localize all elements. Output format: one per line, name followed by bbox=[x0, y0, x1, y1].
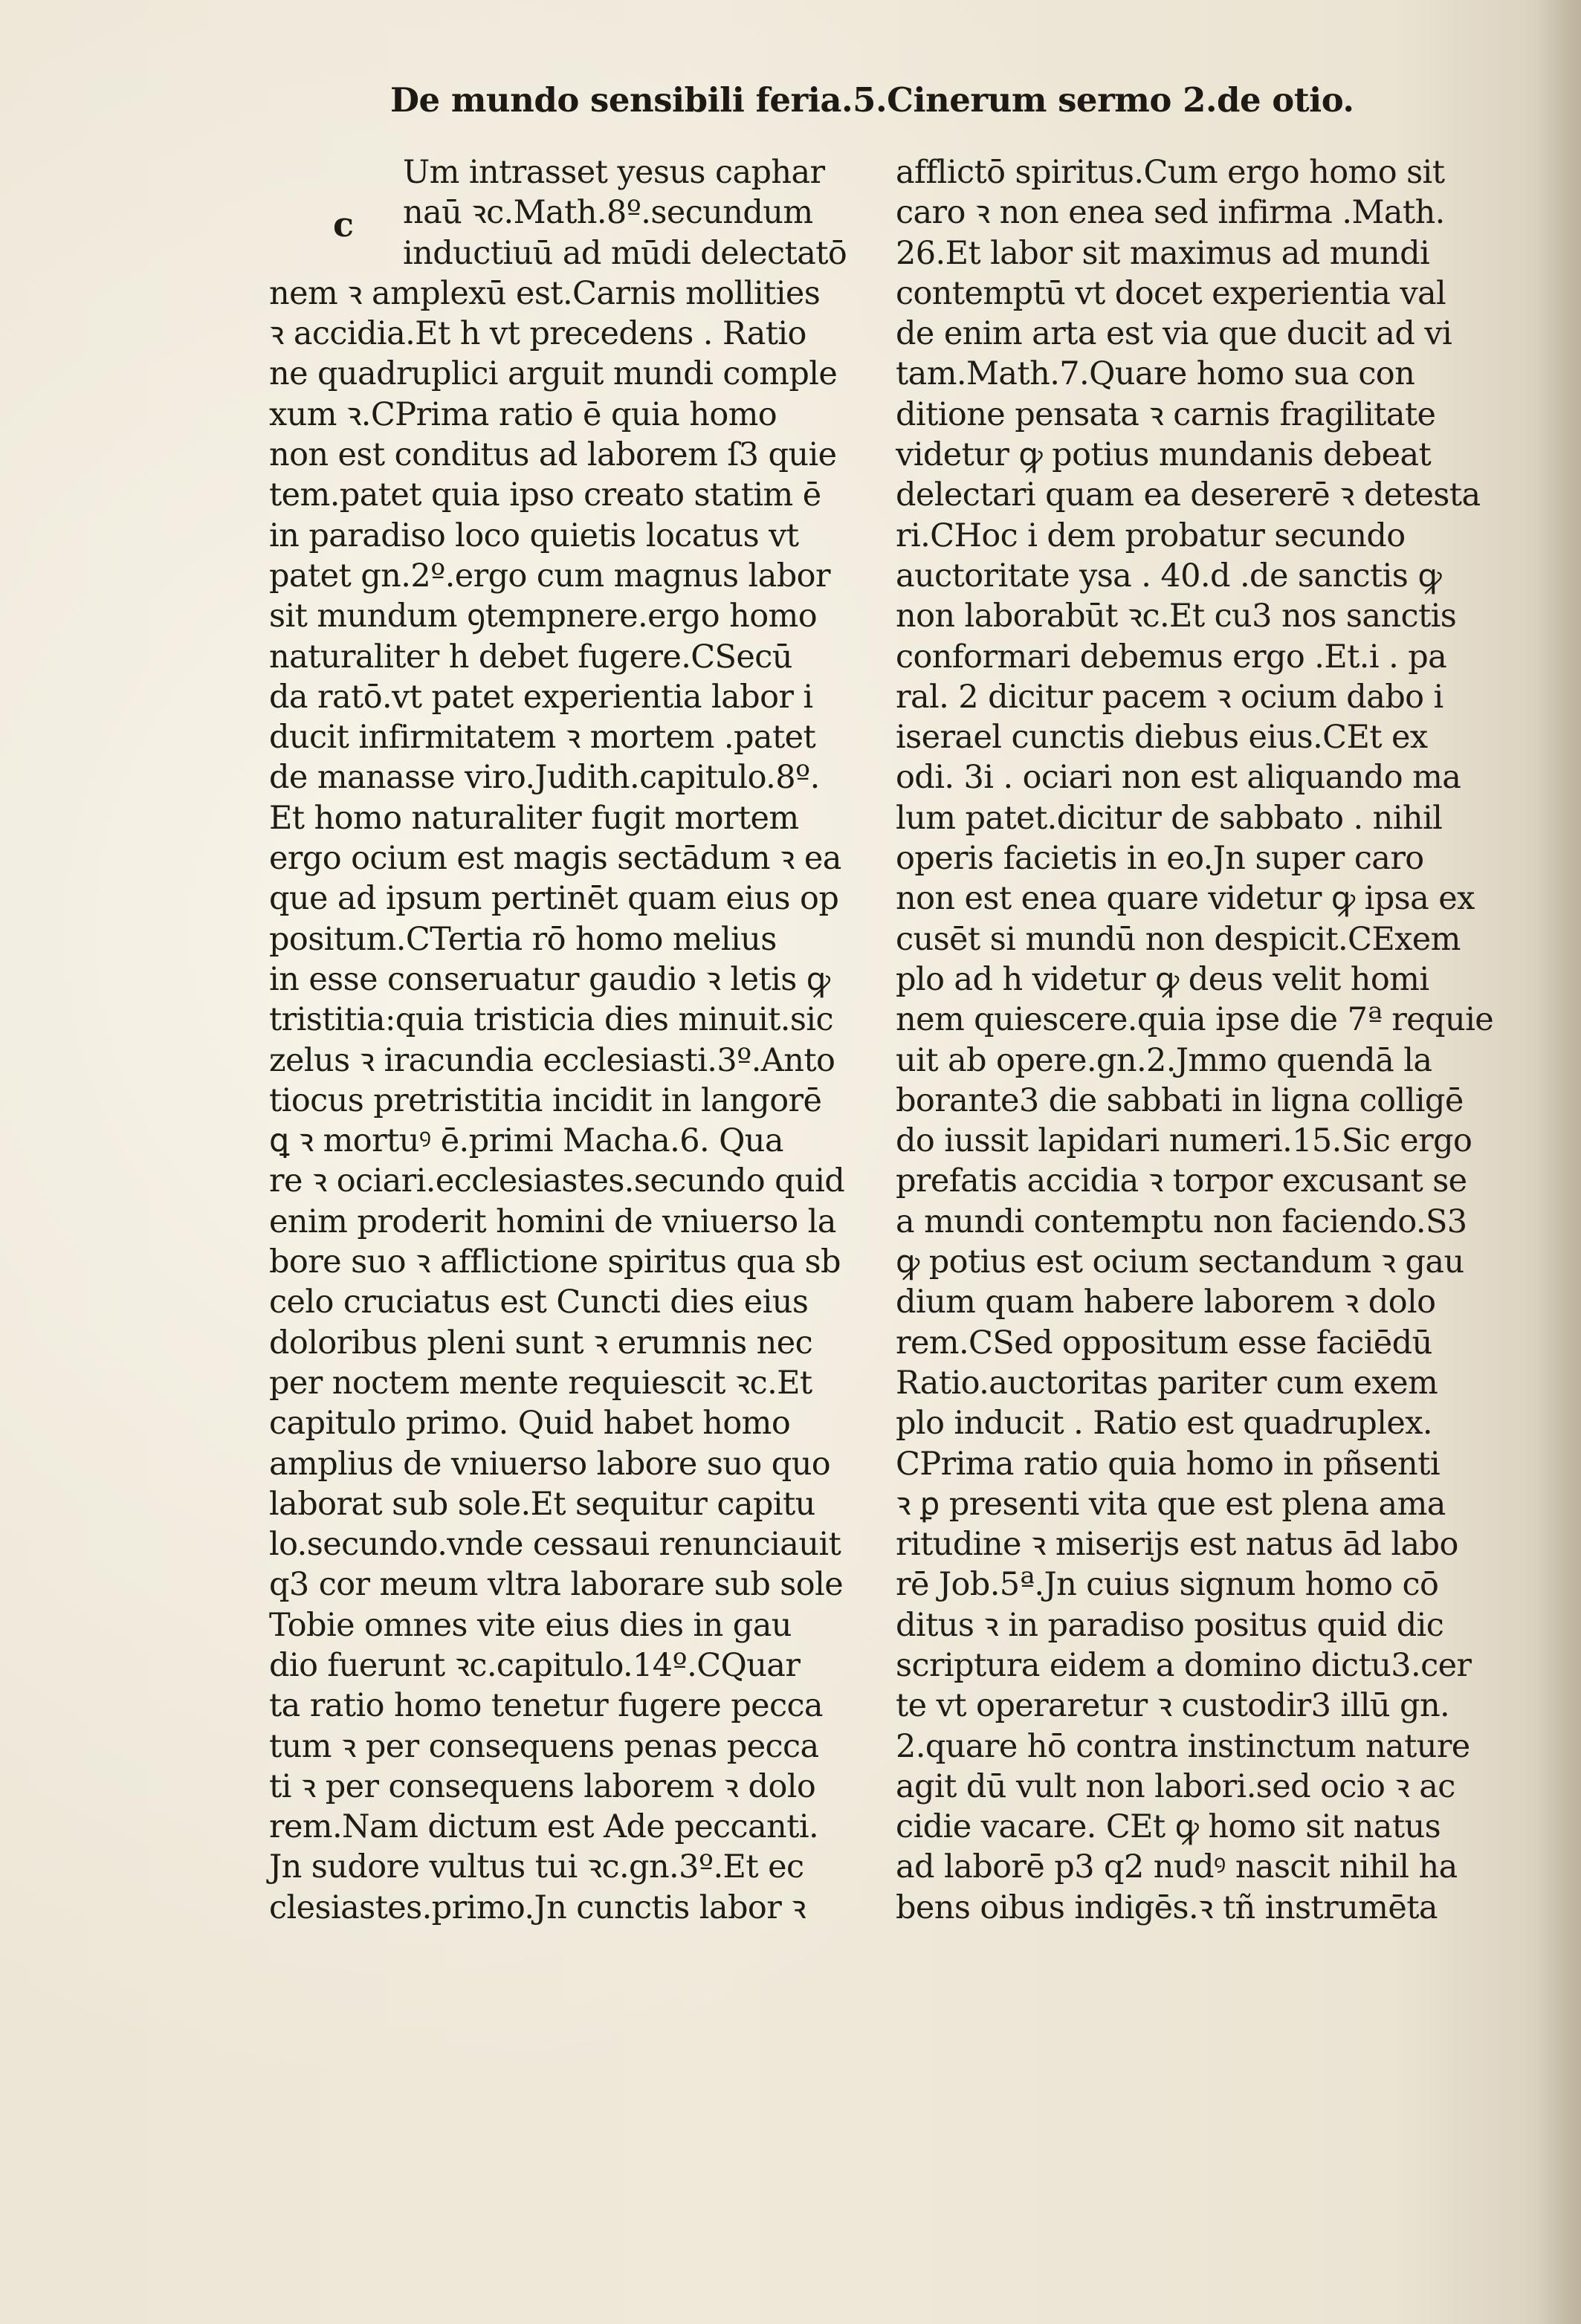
text-line: laborat sub sole.Et sequitur capitu bbox=[269, 1485, 815, 1523]
text-line: Ratio.auctoritas pariter cum exem bbox=[896, 1364, 1438, 1402]
text-line: CPrima ratio quia homo in pñsenti bbox=[896, 1445, 1440, 1483]
text-line: ri.CHoc i dem probatur secundo bbox=[896, 517, 1406, 554]
text-line: ne quadruplici arguit mundi comple bbox=[269, 355, 838, 393]
text-line: videtur ꝙ potius mundanis debeat bbox=[896, 436, 1432, 474]
text-line: prefatis accidia ꝛ torpor excusant se bbox=[896, 1162, 1467, 1200]
text-line: ꝛ accidia.Et h vt precedens . Ratio bbox=[269, 315, 806, 353]
text-line: ꝛ ꝑ presenti vita que est plena ama bbox=[896, 1485, 1446, 1523]
text-line: cidie vacare. CEt ꝙ homo sit natus bbox=[896, 1808, 1441, 1846]
text-line: caro ꝛ non enea sed infirma .Math. bbox=[896, 194, 1445, 232]
text-line: Et homo naturaliter fugit mortem bbox=[269, 799, 799, 837]
text-line: cusēt si mundū non despicit.CExem bbox=[896, 920, 1461, 958]
text-line: celo cruciatus est Cuncti dies eius bbox=[269, 1284, 809, 1321]
text-line: conformari debemus ergo .Et.i . pa bbox=[896, 638, 1447, 676]
text-line: bore suo ꝛ afflictione spiritus qua sb bbox=[269, 1243, 841, 1281]
text-line: Tobie omnes vite eius dies in gau bbox=[269, 1606, 792, 1644]
text-line: scriptura eidem a domino dictu3.cer bbox=[896, 1646, 1472, 1684]
text-line: in esse conseruatur gaudio ꝛ letis ꝙ bbox=[269, 960, 830, 998]
text-line: xum ꝛ.CPrima ratio ē quia homo bbox=[269, 395, 777, 433]
text-line: enim proderit homini de vniuerso la bbox=[269, 1203, 836, 1240]
text-line: agit dū vult non labori.sed ocio ꝛ ac bbox=[896, 1767, 1455, 1805]
text-line: a mundi contemptu non faciendo.S3 bbox=[896, 1203, 1467, 1240]
text-line: delectari quam ea desererē ꝛ detesta bbox=[896, 476, 1481, 514]
text-line: Um intrasset yesus caphar bbox=[403, 154, 825, 191]
text-line: non est enea quare videtur ꝙ ipsa ex bbox=[896, 880, 1475, 918]
text-line: lo.secundo.vnde cessaui renunciauit bbox=[269, 1526, 841, 1564]
drop-capital-letter: c bbox=[333, 204, 355, 245]
text-line: lum patet.dicitur de sabbato . nihil bbox=[896, 799, 1443, 837]
text-line: inductiuū ad mūdi delectatō bbox=[403, 234, 847, 272]
text-line: plo inducit . Ratio est quadruplex. bbox=[896, 1405, 1432, 1443]
text-line: nem quiescere.quia ipse die 7ª requie bbox=[896, 1001, 1494, 1039]
text-line: rem.Nam dictum est Ade peccanti. bbox=[269, 1808, 819, 1846]
text-line: ti ꝛ per consequens laborem ꝛ dolo bbox=[269, 1767, 816, 1805]
text-line: per noctem mente requiescit ꝛc.Et bbox=[269, 1364, 812, 1402]
text-line: nem ꝛ amplexū est.Carnis mollities bbox=[269, 274, 821, 312]
text-line: dium quam habere laborem ꝛ dolo bbox=[896, 1284, 1436, 1321]
text-line: q3 cor meum vltra laborare sub sole bbox=[269, 1566, 844, 1604]
text-line: non est conditus ad laborem ſ3 quie bbox=[269, 436, 837, 474]
text-line: positum.CTertia rō homo melius bbox=[269, 920, 777, 958]
text-line: tiocus pretristitia incidit in langorē bbox=[269, 1081, 822, 1119]
text-line: re ꝛ ociari.ecclesiastes.secundo quid bbox=[269, 1162, 845, 1200]
text-line: naū ꝛc.Math.8º.secundum bbox=[403, 194, 813, 232]
text-line: amplius de vniuerso labore suo quo bbox=[269, 1445, 831, 1483]
text-line: afflictō spiritus.Cum ergo homo sit bbox=[896, 154, 1445, 191]
text-line: tum ꝛ per consequens penas pecca bbox=[269, 1727, 819, 1765]
text-line: operis facietis in eo.Jn super caro bbox=[896, 840, 1424, 878]
text-line: in paradiso loco quietis locatus vt bbox=[269, 517, 799, 554]
text-line: ditione pensata ꝛ carnis fragilitate bbox=[896, 395, 1436, 433]
text-line: borante3 die sabbati in ligna colligē bbox=[896, 1081, 1464, 1119]
text-line: plo ad h videtur ꝙ deus velit homi bbox=[896, 960, 1429, 998]
text-line: odi. 3i . ociari non est aliquando ma bbox=[896, 759, 1461, 797]
text-line: 26.Et labor sit maximus ad mundi bbox=[896, 234, 1430, 272]
text-line: ergo ocium est magis sectādum ꝛ ea bbox=[269, 840, 841, 878]
text-line: de enim arta est via que ducit ad vi bbox=[896, 315, 1452, 353]
text-line: doloribus pleni sunt ꝛ erumnis nec bbox=[269, 1324, 813, 1362]
text-line: Jn sudore vultus tui ꝛc.gn.3º.Et ec bbox=[269, 1848, 804, 1886]
text-line: rē Job.5ª.Jn cuius signum homo cō bbox=[896, 1566, 1439, 1604]
text-line: ritudine ꝛ miserijs est natus ād labo bbox=[896, 1526, 1458, 1564]
text-line: iserael cunctis diebus eius.CEt ex bbox=[896, 719, 1428, 757]
text-line: tem.patet quia ipso creato statim ē bbox=[269, 476, 821, 514]
text-line: ducit infirmitatem ꝛ mortem .patet bbox=[269, 719, 816, 757]
text-line: sit mundum ꝯtempnere.ergo homo bbox=[269, 598, 818, 635]
text-line: ral. 2 dicitur pacem ꝛ ocium dabo i bbox=[896, 678, 1443, 716]
text-line: patet gn.2º.ergo cum magnus labor bbox=[269, 557, 830, 595]
text-line: tristitia:quia tristicia dies minuit.sic bbox=[269, 1001, 833, 1039]
text-line: ꝙ potius est ocium sectandum ꝛ gau bbox=[896, 1243, 1464, 1281]
text-line: do iussit lapidari numeri.15.Sic ergo bbox=[896, 1122, 1472, 1160]
right-text-column bbox=[896, 152, 1505, 1928]
text-line: ꝗ ꝛ mortuꝰ ē.primi Macha.6. Qua bbox=[269, 1122, 783, 1160]
text-line: ditus ꝛ in paradiso positus quid dic bbox=[896, 1606, 1444, 1644]
text-line: que ad ipsum pertinēt quam eius op bbox=[269, 880, 839, 918]
text-line: zelus ꝛ iracundia ecclesiasti.3º.Anto bbox=[269, 1041, 835, 1079]
text-line: bens oibus indigēs.ꝛ tñ instrumēta bbox=[896, 1888, 1438, 1926]
text-line: te vt operaretur ꝛ custodir3 illū gn. bbox=[896, 1687, 1450, 1725]
text-line: auctoritate ysa . 40.d .de sanctis ꝙ bbox=[896, 557, 1442, 595]
text-line: de manasse viro.Judith.capitulo.8º. bbox=[269, 759, 820, 797]
text-line: uit ab opere.gn.2.Jmmo quendā la bbox=[896, 1041, 1432, 1079]
text-line: naturaliter h debet fugere.CSecū bbox=[269, 638, 792, 676]
text-line: dio fuerunt ꝛc.capitulo.14º.CQuar bbox=[269, 1646, 801, 1684]
text-line: ta ratio homo tenetur fugere pecca bbox=[269, 1687, 823, 1725]
text-line: clesiastes.primo.Jn cunctis labor ꝛ bbox=[269, 1888, 806, 1926]
text-line: ad laborē p3 q2 nudꝰ nascit nihil ha bbox=[896, 1848, 1458, 1886]
text-line: non laborabūt ꝛc.Et cu3 nos sanctis bbox=[896, 598, 1457, 635]
running-title: De mundo sensibili feria.5.Cinerum sermo 2.de otio. bbox=[390, 80, 1354, 120]
text-line: tam.Math.7.Quare homo sua con bbox=[896, 355, 1415, 393]
text-line: da ratō.vt patet experientia labor i bbox=[269, 678, 813, 716]
left-text-column bbox=[269, 152, 879, 1928]
text-line: rem.CSed oppositum esse faciēdū bbox=[896, 1324, 1432, 1362]
text-line: contemptū vt docet experientia val bbox=[896, 274, 1446, 312]
text-line: capitulo primo. Quid habet homo bbox=[269, 1405, 791, 1443]
text-line: 2.quare hō contra instinctum nature bbox=[896, 1727, 1470, 1765]
page-edge-shadow bbox=[1536, 0, 1581, 2324]
